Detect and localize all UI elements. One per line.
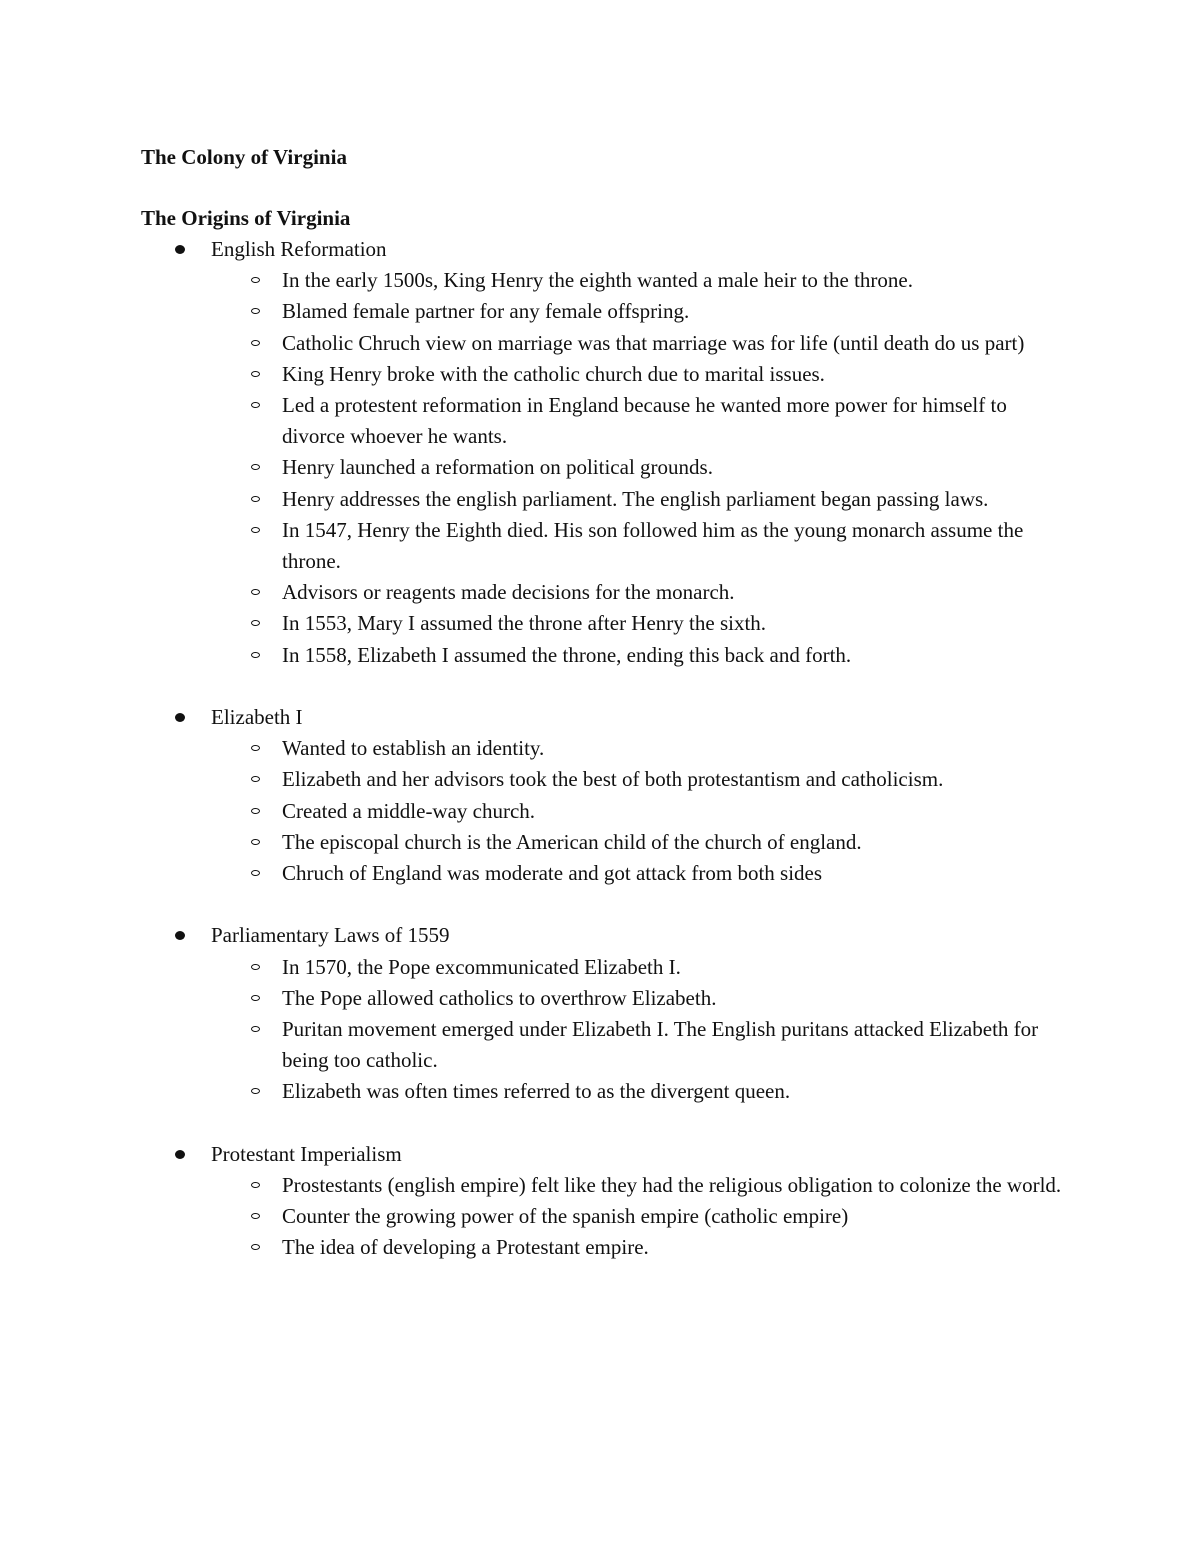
- list-item: [211, 796, 1071, 827]
- topic-parliamentary-laws: [141, 920, 1071, 1107]
- list-item: [211, 1014, 1071, 1076]
- list-item: [211, 296, 1071, 327]
- list-item-text: The Pope allowed catholics to overthrow Elizabeth.: [282, 985, 717, 1010]
- hollow-bullet-icon: [251, 402, 260, 408]
- list-item-text: Elizabeth was often times referred to as the divergent queen.: [282, 1079, 791, 1104]
- list-item-text: Prostestants (english empire) felt like they had the religious obligation to colonize the world.: [282, 1173, 1062, 1198]
- list-item: [211, 1232, 1071, 1263]
- hollow-bullet-icon: [251, 1026, 260, 1032]
- hollow-bullet-icon: [251, 496, 260, 502]
- list-item-text: Blamed female partner for any female offspring.: [282, 299, 690, 324]
- sub-list: [211, 1170, 1071, 1264]
- list-item: [211, 608, 1071, 639]
- topic-label: Elizabeth I: [211, 705, 303, 730]
- list-item-text: In 1553, Mary I assumed the throne after Henry the sixth.: [282, 611, 767, 636]
- list-item-text: Advisors or reagents made decisions for the monarch.: [282, 580, 735, 605]
- sub-list: [211, 952, 1071, 1108]
- filled-bullet-icon: [175, 245, 185, 254]
- list-item: [211, 265, 1071, 296]
- list-item: [211, 1170, 1071, 1201]
- hollow-bullet-icon: [251, 1182, 260, 1188]
- list-item-text: In 1570, the Pope excommunicated Elizabeth I.: [282, 954, 681, 979]
- hollow-bullet-icon: [251, 776, 260, 782]
- topic-label: English Reformation: [211, 237, 387, 261]
- filled-bullet-icon: [175, 931, 185, 940]
- list-item-text: Puritan movement emerged under Elizabeth I. The English puritans attacked Elizabeth for being too catholic.: [282, 1017, 1039, 1073]
- topic-protestant-imperialism: [141, 1139, 1071, 1264]
- list-item-text: In the early 1500s, King Henry the eighth wanted a male heir to the throne.: [282, 268, 913, 293]
- list-item: [211, 827, 1071, 858]
- hollow-bullet-icon: [251, 1088, 260, 1094]
- hollow-bullet-icon: [251, 589, 260, 595]
- document-title: The Colony of Virginia: [141, 145, 347, 169]
- section-heading: The Origins of Virginia: [141, 206, 351, 230]
- hollow-bullet-icon: [251, 1244, 260, 1250]
- list-item-text: The episcopal church is the American child of the church of england.: [282, 829, 862, 854]
- list-item-text: Created a middle-way church.: [282, 798, 536, 823]
- hollow-bullet-icon: [251, 808, 260, 814]
- list-item: [211, 764, 1071, 795]
- hollow-bullet-icon: [251, 1213, 260, 1219]
- hollow-bullet-icon: [251, 620, 260, 626]
- hollow-bullet-icon: [251, 371, 260, 377]
- list-item-text: King Henry broke with the catholic church due to marital issues.: [282, 361, 825, 386]
- list-item: [211, 983, 1071, 1014]
- list-item: [211, 577, 1071, 608]
- topic-label: Protestant Imperialism: [211, 1141, 402, 1166]
- hollow-bullet-icon: [251, 340, 260, 346]
- list-item: [211, 640, 1071, 671]
- hollow-bullet-icon: [251, 745, 260, 751]
- list-item: [211, 733, 1071, 764]
- hollow-bullet-icon: [251, 839, 260, 845]
- list-item-text: Catholic Chruch view on marriage was that marriage was for life (until death do us part): [282, 330, 1025, 355]
- hollow-bullet-icon: [251, 277, 260, 283]
- sub-list: [211, 265, 1071, 671]
- hollow-bullet-icon: [251, 308, 260, 314]
- hollow-bullet-icon: [251, 527, 260, 533]
- hollow-bullet-icon: [251, 464, 260, 470]
- outline-list: [141, 234, 1071, 1264]
- list-item-text: Wanted to establish an identity.: [282, 736, 545, 761]
- list-item: [211, 452, 1071, 483]
- filled-bullet-icon: [175, 713, 185, 722]
- list-item-text: Led a protestent reformation in England because he wanted more power for himself to divorce whoever he wants.: [282, 393, 1007, 449]
- hollow-bullet-icon: [251, 964, 260, 970]
- hollow-bullet-icon: [251, 995, 260, 1001]
- hollow-bullet-icon: [251, 652, 260, 658]
- topic-elizabeth-i: [141, 702, 1071, 889]
- list-item: [211, 858, 1071, 889]
- topic-label: Parliamentary Laws of 1559: [211, 923, 450, 948]
- filled-bullet-icon: [175, 1150, 185, 1159]
- list-item-text: In 1547, Henry the Eighth died. His son followed him as the young monarch assume the throne.: [282, 517, 1024, 574]
- list-item: [211, 484, 1071, 515]
- list-item-text: Chruch of England was moderate and got attack from both sides: [282, 861, 823, 886]
- sub-list: [211, 733, 1071, 889]
- list-item: [211, 515, 1071, 577]
- list-item-text: Henry addresses the english parliament. The english parliament began passing laws.: [282, 486, 989, 511]
- list-item: [211, 952, 1071, 983]
- list-item-text: Counter the growing power of the spanish empire (catholic empire): [282, 1204, 849, 1229]
- list-item: [211, 390, 1071, 452]
- list-item: [211, 328, 1071, 359]
- list-item-text: Henry launched a reformation on political grounds.: [282, 455, 713, 480]
- list-item-text: In 1558, Elizabeth I assumed the throne, ending this back and forth.: [282, 642, 852, 667]
- topic-english-reformation: [141, 234, 1071, 671]
- list-item-text: The idea of developing a Protestant empire.: [282, 1235, 649, 1260]
- list-item: [211, 1201, 1071, 1232]
- list-item: [211, 359, 1071, 390]
- hollow-bullet-icon: [251, 870, 260, 876]
- list-item: [211, 1076, 1071, 1107]
- list-item-text: Elizabeth and her advisors took the best of both protestantism and catholicism.: [282, 767, 944, 792]
